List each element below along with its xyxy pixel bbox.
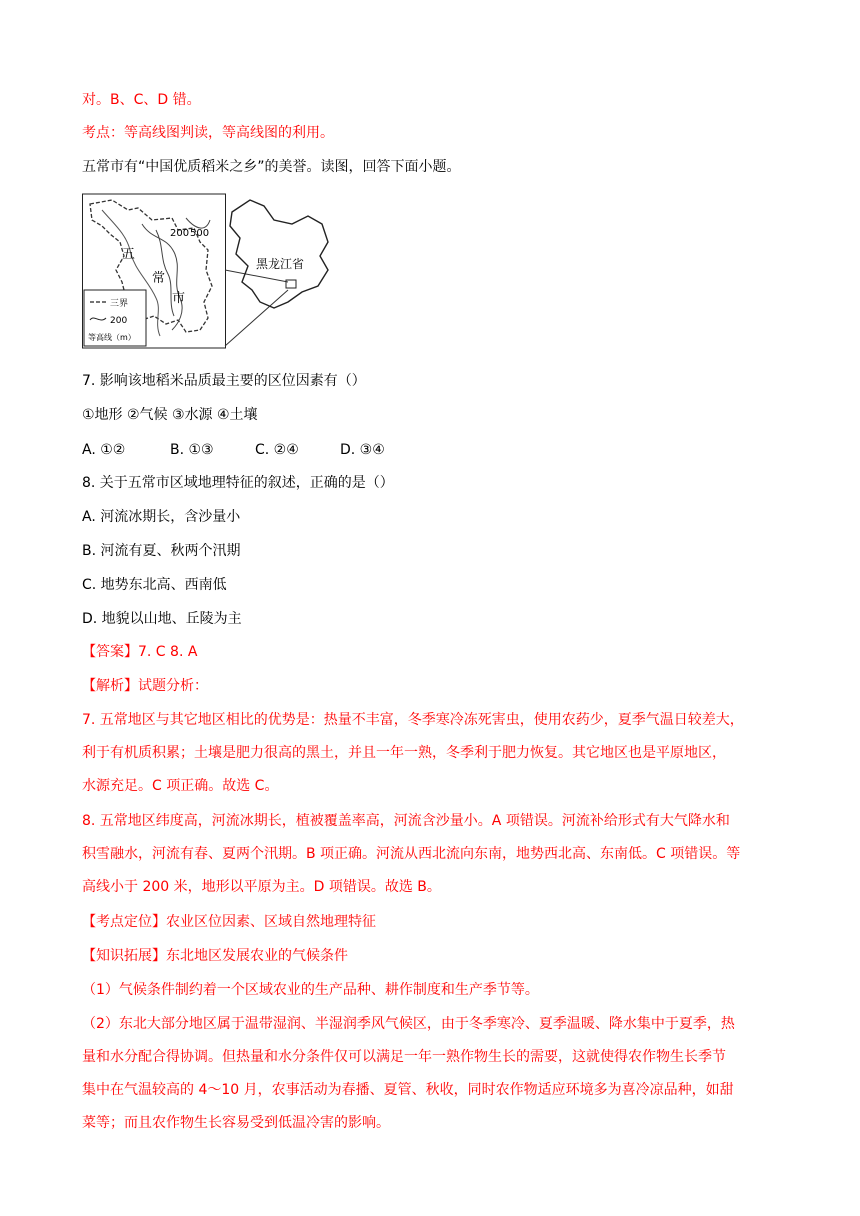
legend-contour-unit: 等高线（m）: [88, 333, 136, 342]
q7-option-c: C. ②④: [255, 442, 299, 458]
q7-option-b: B. ①③: [170, 442, 214, 458]
map-label-heilongjiang: 黑龙江省: [256, 257, 305, 271]
explanation-line: 积雪融水，河流有春、夏两个汛期。B 项正确。河流从西北流向东南，地势西北高、东南低。C 项错误。等: [82, 846, 741, 862]
zhishi-text: 【知识拓展】东北地区发展农业的气候条件: [82, 948, 348, 964]
map-label-shi: 市: [172, 291, 186, 306]
explanation-line: 7. 五常地区与其它地区相比的优势是：热量不丰富，冬季寒冷冻死害虫，使用农药少，夏季气温日较差大，: [82, 712, 744, 728]
analysis-heading: 【解析】试题分析：: [82, 678, 208, 694]
zhishi-line: [82, 946, 348, 966]
kaodian-line: [82, 912, 376, 932]
legend-contour: 200: [110, 316, 128, 326]
map-label-wu: 五: [122, 247, 136, 262]
q8-option-d: D. 地貌以山地、丘陵为主: [82, 611, 242, 627]
q7-factors: ①地形 ②气候 ③水源 ④土壤: [82, 407, 258, 423]
explanation-line: 利于有机质积累；土壤是肥力很高的黑土，并且一年一熟，冬季利于肥力恢复。其它地区也是平原地区，: [82, 745, 726, 761]
knowledge-point-2: [82, 1008, 782, 1140]
explanation-line: 水源充足。C 项正确。故选 C。: [82, 778, 279, 794]
knowledge-line: （2）东北大部分地区属于温带湿润、半湿润季风气候区，由于冬季寒冷、夏季温暖、降水集中于夏季，热: [82, 1016, 735, 1032]
q7-option-a: A. ①②: [82, 442, 126, 458]
explanation-line: 高线小于 200 米，地形以平原为主。D 项错误。故选 B。: [82, 879, 441, 895]
explanation-q8: [82, 805, 782, 904]
knowledge-line: 量和水分配合得协调。但热量和水分条件仅可以满足一年一熟作物生长的需要，这就使得农作物生长季节: [82, 1049, 726, 1065]
q7-option-d: D. ③④: [340, 442, 385, 458]
kaodian-text: 【考点定位】农业区位因素、区域自然地理特征: [82, 914, 376, 930]
q8-stem: 8. 关于五常市区域地理特征的叙述，正确的是（）: [82, 475, 394, 491]
question-intro: 五常市有“中国优质稻米之乡”的美誉。读图，回答下面小题。: [82, 159, 461, 175]
q7-stem: 7. 影响该地稻米品质最主要的区位因素有（）: [82, 373, 366, 389]
knowledge-line: 菜等；而且农作物生长容易受到低温冷害的影响。: [82, 1115, 390, 1131]
explanation-line: 8. 五常地区纬度高，河流冰期长，植被覆盖率高，河流含沙量小。A 项错误。河流补给形式有大气降水和: [82, 813, 730, 829]
previous-kaodian: 考点：等高线图判读，等高线图的利用。: [82, 125, 334, 141]
legend-boundary: 三界: [110, 299, 129, 309]
q8-option-b: B. 河流有夏、秋两个汛期: [82, 543, 241, 559]
contour-label-500: 500: [190, 228, 210, 239]
answer-line: 【答案】7. C 8. A: [82, 644, 198, 660]
map-label-chang: 常: [152, 271, 166, 286]
previous-answer-tail: 对。B、C、D 错。: [82, 92, 201, 108]
explanation-q7: [82, 704, 782, 803]
knowledge-point-1: （1）气候条件制约着一个区域农业的生产品种、耕作制度和生产季节等。: [82, 982, 539, 998]
q8-option-a: A. 河流冰期长，含沙量小: [82, 509, 241, 525]
contour-label-200: 200: [170, 228, 190, 239]
knowledge-line: 集中在气温较高的 4～10 月，农事活动为春播、夏管、秋收，同时农作物适应环境多为喜冷凉品种，如甜: [82, 1082, 734, 1098]
wuchang-map-figure: [82, 190, 340, 350]
q8-option-c: C. 地势东北高、西南低: [82, 577, 227, 593]
